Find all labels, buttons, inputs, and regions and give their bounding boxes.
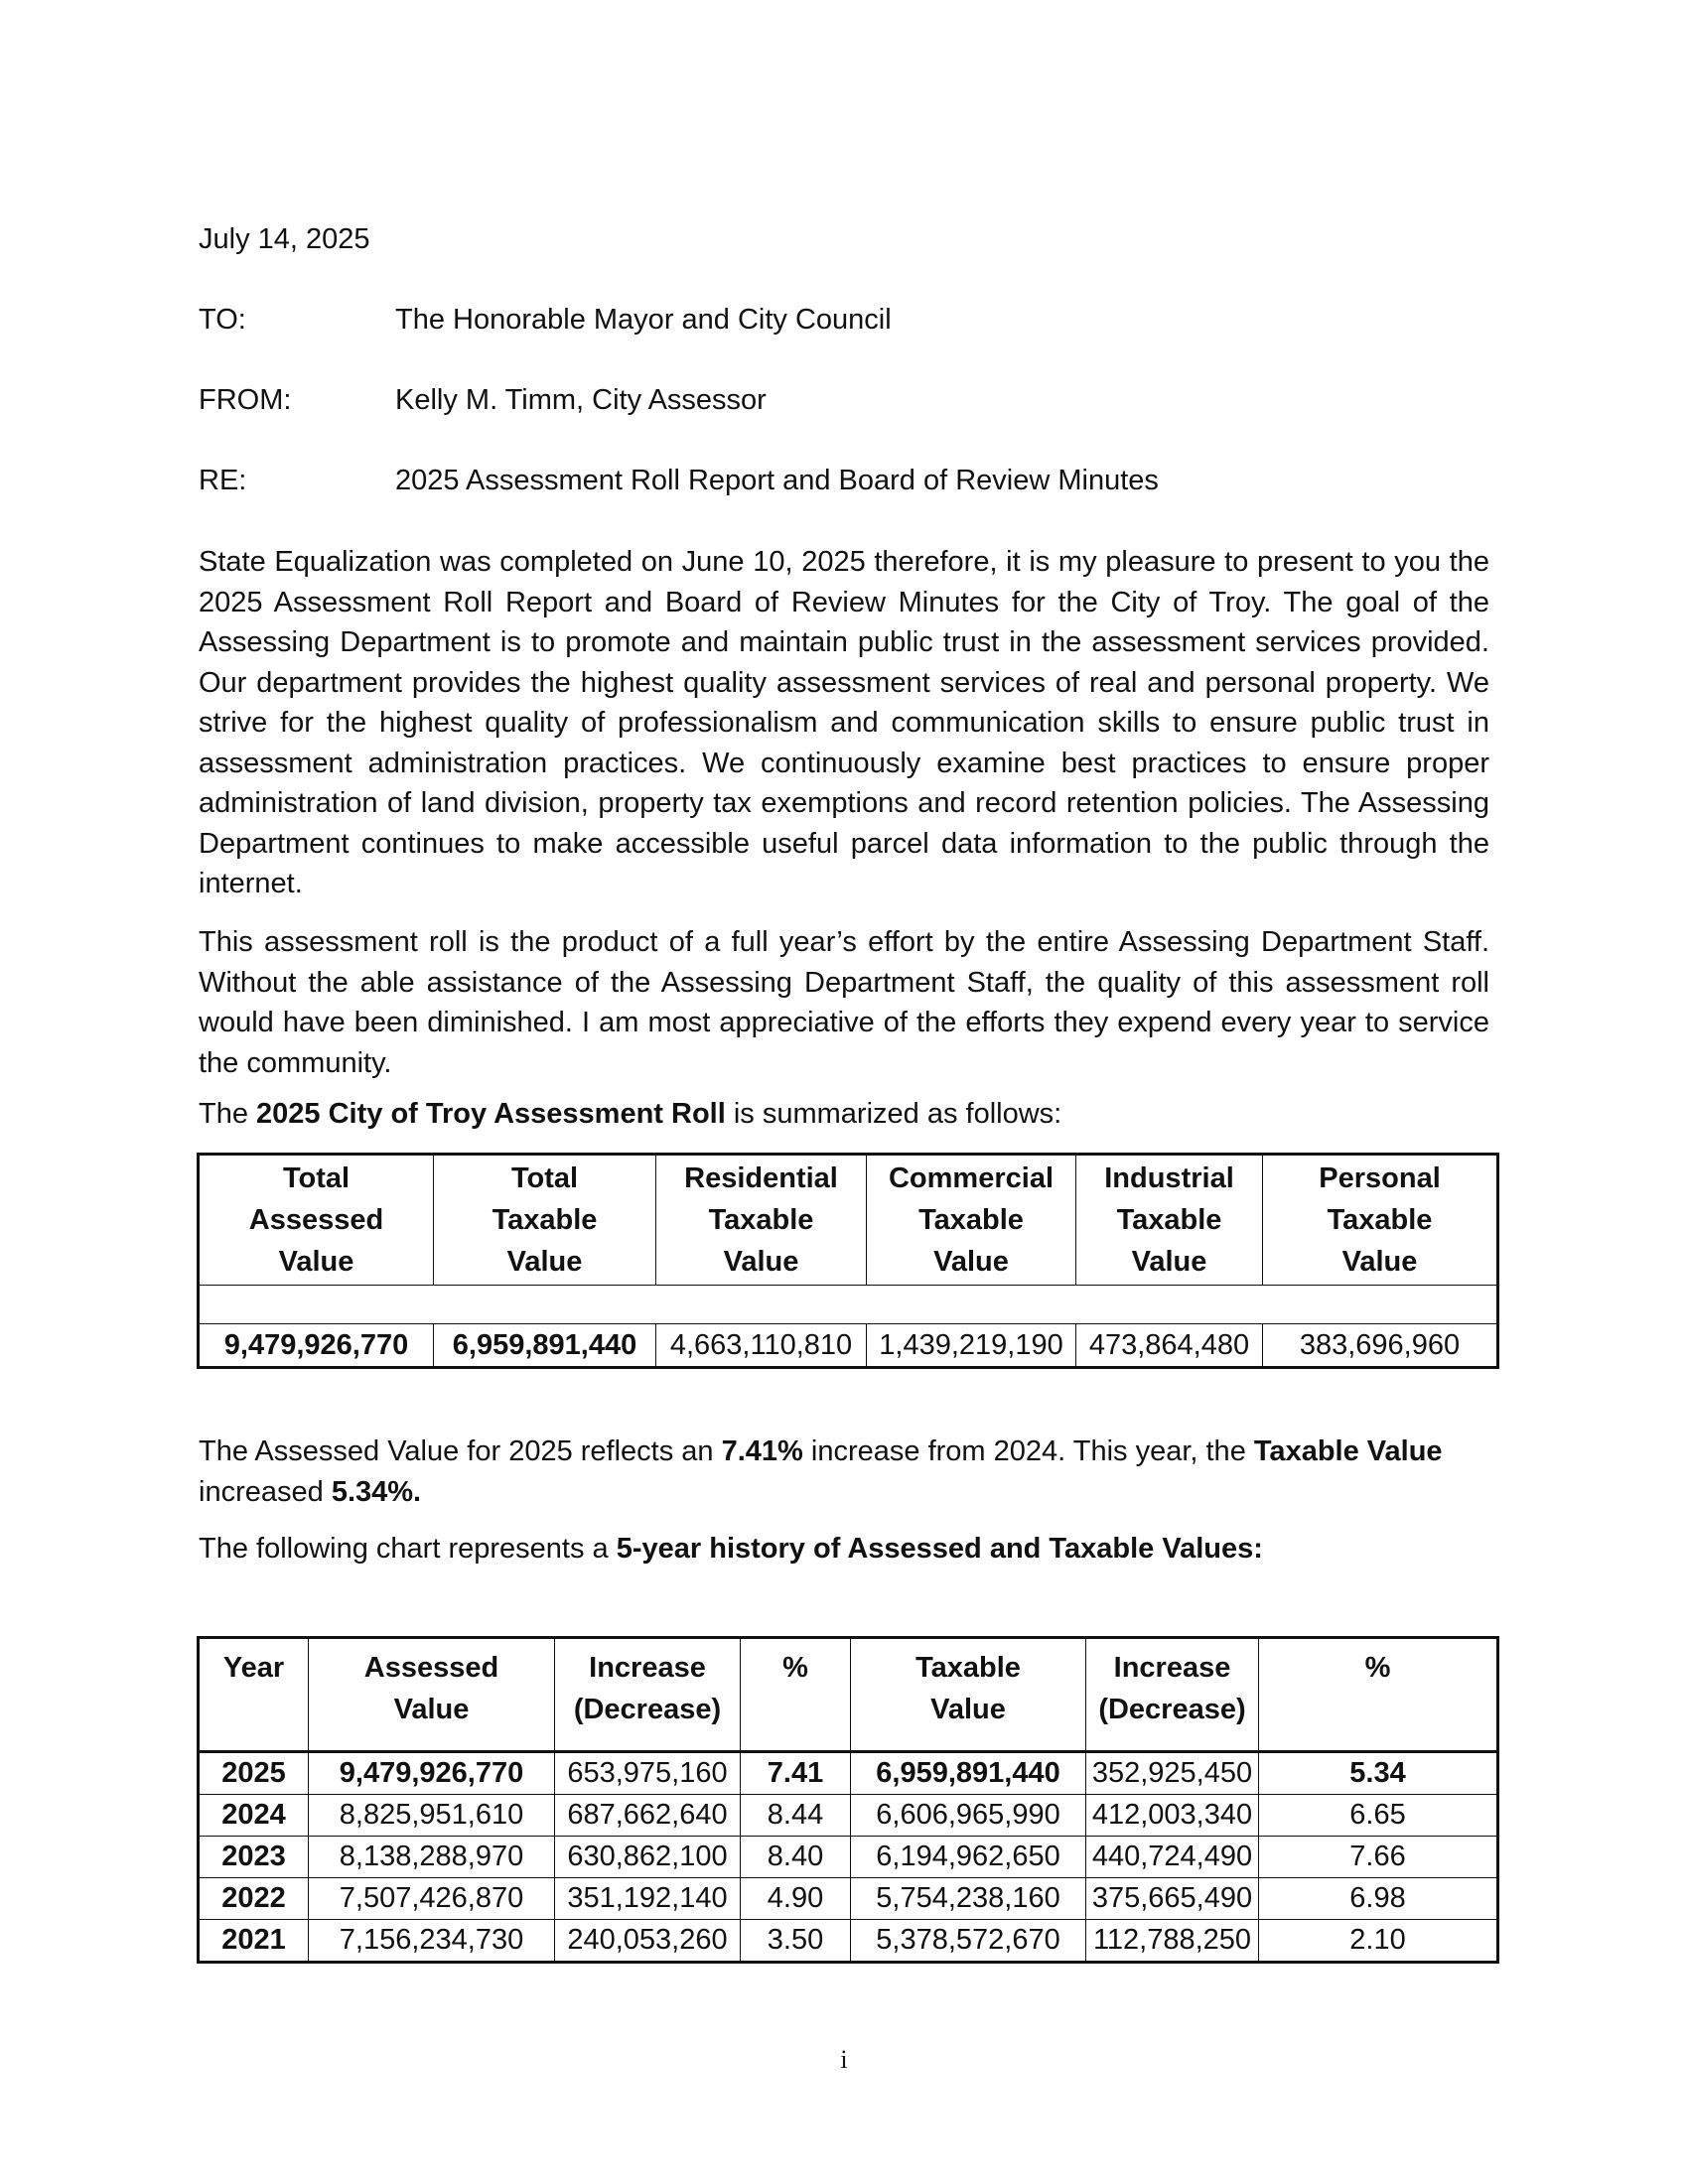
history-cell-t-inc: 412,003,340: [1086, 1795, 1259, 1837]
history-header-cell: Taxable Value: [851, 1639, 1086, 1752]
page-number: i: [840, 2045, 848, 2074]
history-cell-t-pct: 7.66: [1259, 1837, 1497, 1878]
memo-date: July 14, 2025: [199, 223, 370, 255]
history-cell-a-inc: 630,862,100: [555, 1837, 741, 1878]
history-cell-assessed: 8,138,288,970: [309, 1837, 555, 1878]
history-cell-taxable: 5,754,238,160: [851, 1878, 1086, 1920]
to-label: TO:: [199, 304, 246, 336]
from-value: Kelly M. Timm, City Assessor: [395, 384, 767, 416]
summary-header-cell: Industrial Taxable Value: [1076, 1156, 1263, 1286]
history-row: [200, 1920, 1497, 1962]
history-row: [200, 1752, 1497, 1795]
from-label: FROM:: [199, 384, 292, 416]
history-cell-a-pct: 7.41: [741, 1752, 851, 1795]
summary-values-row: [200, 1324, 1497, 1367]
history-cell-a-inc: 351,192,140: [555, 1878, 741, 1920]
history-cell-t-inc: 375,665,490: [1086, 1878, 1259, 1920]
history-row: [200, 1795, 1497, 1837]
increase-summary-line2: increased 5.34%.: [199, 1476, 422, 1508]
summary-header-cell: Total Taxable Value: [434, 1156, 656, 1286]
history-header-cell: Increase (Decrease): [555, 1639, 741, 1752]
summary-header-cell: Total Assessed Value: [200, 1156, 434, 1286]
history-intro: The following chart represents a 5-year history of Assessed and Taxable Values:: [199, 1533, 1263, 1565]
history-cell-t-inc: 440,724,490: [1086, 1837, 1259, 1878]
history-cell-year: 2025: [200, 1752, 309, 1795]
history-header-cell: %: [1259, 1639, 1497, 1752]
summary-header-cell: Commercial Taxable Value: [867, 1156, 1076, 1286]
history-row: [200, 1878, 1497, 1920]
history-header-cell: Assessed Value: [309, 1639, 555, 1752]
five-year-history-table: [199, 1638, 1497, 1962]
history-row: [200, 1837, 1497, 1878]
history-cell-taxable: 6,194,962,650: [851, 1837, 1086, 1878]
staff-paragraph: This assessment roll is the product of a full year’s effort by the entire Assessing Department Staff. Without the able assistance of the Assessing Department Staff, the quality of this assessment roll would have been diminished. I am most appreciative of the efforts they expend every year to service the community.: [199, 926, 1489, 1079]
history-cell-taxable: 5,378,572,670: [851, 1920, 1086, 1962]
history-cell-assessed: 8,825,951,610: [309, 1795, 555, 1837]
history-cell-assessed: 9,479,926,770: [309, 1752, 555, 1795]
re-label: RE:: [199, 465, 247, 496]
summary-value-cell: 4,663,110,810: [656, 1324, 867, 1367]
history-cell-a-pct: 8.40: [741, 1837, 851, 1878]
history-cell-a-pct: 3.50: [741, 1920, 851, 1962]
history-cell-t-pct: 6.65: [1259, 1795, 1497, 1837]
history-cell-t-inc: 352,925,450: [1086, 1752, 1259, 1795]
re-value: 2025 Assessment Roll Report and Board of Review Minutes: [395, 465, 1159, 496]
history-cell-taxable: 6,606,965,990: [851, 1795, 1086, 1837]
history-cell-t-pct: 6.98: [1259, 1878, 1497, 1920]
history-cell-t-pct: 2.10: [1259, 1920, 1497, 1962]
summary-value-cell: 1,439,219,190: [867, 1324, 1076, 1367]
history-header-cell: Increase (Decrease): [1086, 1639, 1259, 1752]
summary-header-row: [200, 1156, 1497, 1286]
summary-value-cell: 9,479,926,770: [200, 1324, 434, 1367]
intro-paragraph: State Equalization was completed on June 10, 2025 therefore, it is my pleasure to present to you the 2025 Assessment Roll Report and Board of Review Minutes for the City of Troy. The goal of the Assessing Department is to promote and maintain public trust in the assessment services provided. Our department provides the highest quality assessment services of real and personal property. We strive for the highest quality of professionalism and communication skills to ensure public trust in assessment administration practices. We continuously examine best practices to ensure proper administration of land division, property tax exemptions and record retention policies. The Assessing Department continues to make accessible useful parcel data information to the public through the internet.: [199, 546, 1489, 899]
summary-intro: The 2025 City of Troy Assessment Roll is summarized as follows:: [199, 1098, 1062, 1130]
history-header-cell: Year: [200, 1639, 309, 1752]
summary-value-cell: 383,696,960: [1263, 1324, 1497, 1367]
history-cell-a-inc: 240,053,260: [555, 1920, 741, 1962]
history-cell-t-pct: 5.34: [1259, 1752, 1497, 1795]
history-cell-t-inc: 112,788,250: [1086, 1920, 1259, 1962]
history-cell-a-pct: 4.90: [741, 1878, 851, 1920]
summary-header-cell: Residential Taxable Value: [656, 1156, 867, 1286]
history-header-row: [200, 1639, 1497, 1752]
history-cell-a-pct: 8.44: [741, 1795, 851, 1837]
history-cell-a-inc: 687,662,640: [555, 1795, 741, 1837]
history-cell-assessed: 7,507,426,870: [309, 1878, 555, 1920]
history-cell-year: 2021: [200, 1920, 309, 1962]
history-header-cell: %: [741, 1639, 851, 1752]
history-cell-year: 2024: [200, 1795, 309, 1837]
history-cell-year: 2023: [200, 1837, 309, 1878]
history-cell-assessed: 7,156,234,730: [309, 1920, 555, 1962]
to-value: The Honorable Mayor and City Council: [395, 304, 892, 336]
summary-value-cell: 6,959,891,440: [434, 1324, 656, 1367]
summary-blank-row: [200, 1286, 1497, 1324]
summary-value-cell: 473,864,480: [1076, 1324, 1263, 1367]
history-cell-taxable: 6,959,891,440: [851, 1752, 1086, 1795]
summary-header-cell: Personal Taxable Value: [1263, 1156, 1497, 1286]
history-cell-a-inc: 653,975,160: [555, 1752, 741, 1795]
increase-summary-line1: The Assessed Value for 2025 reflects an 7.41% increase from 2024. This year, the Taxable Value: [199, 1435, 1443, 1467]
memo-page: [199, 0, 1489, 2184]
history-cell-year: 2022: [200, 1878, 309, 1920]
assessment-summary-table: [199, 1155, 1497, 1367]
